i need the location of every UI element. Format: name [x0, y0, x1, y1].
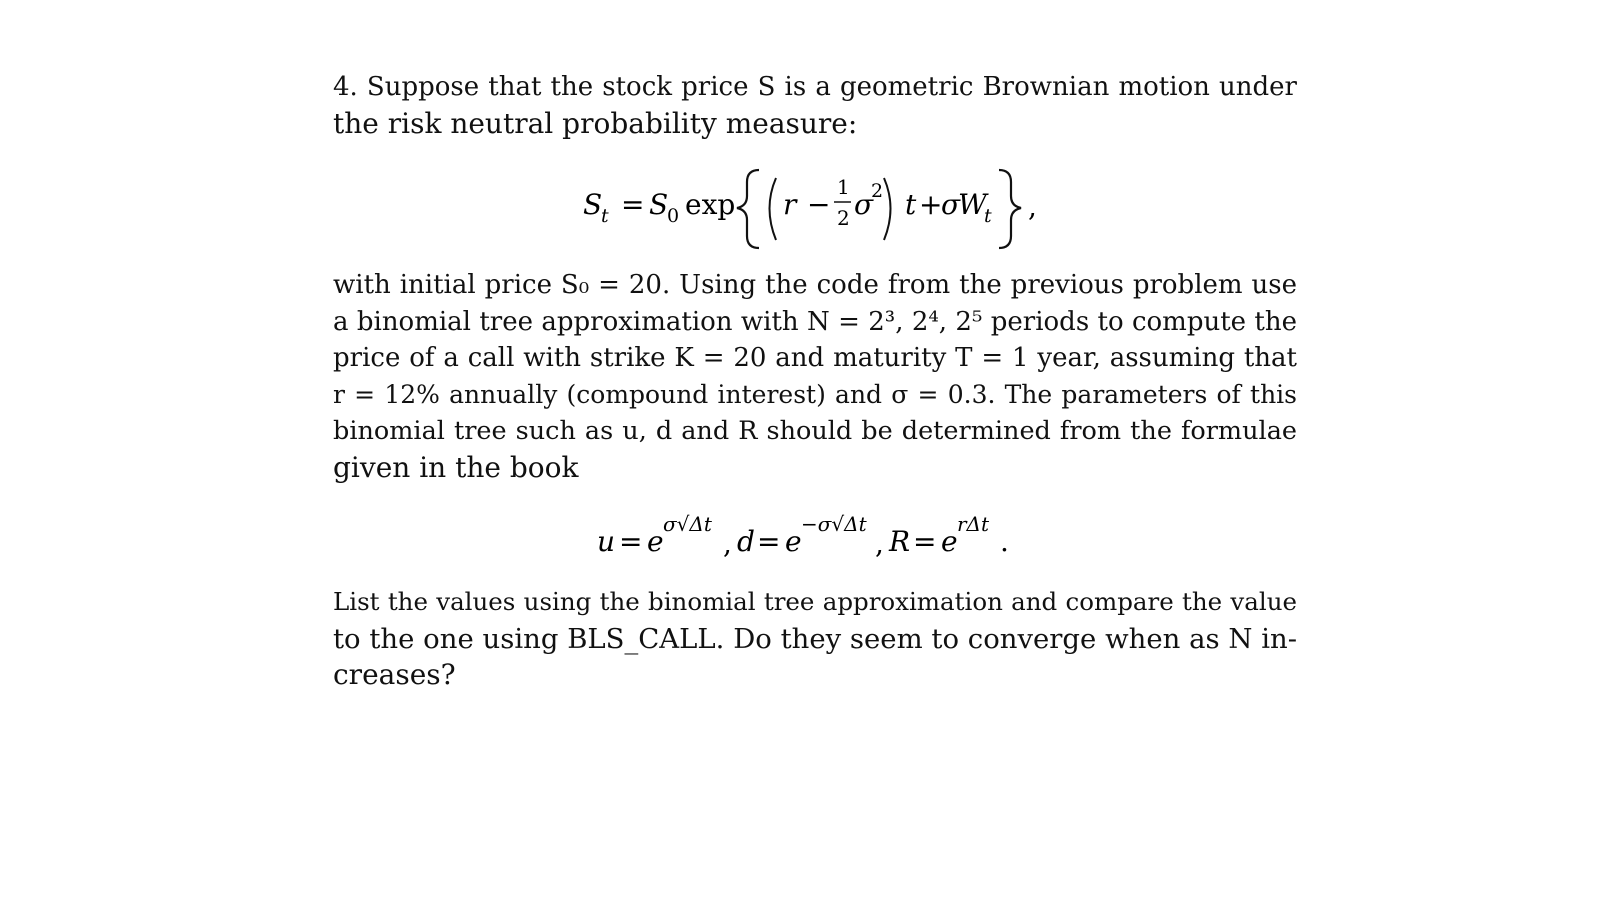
main-line-1: with initial price S₀ = 20. Using the code from the previous problem use — [333, 270, 1297, 300]
eq2-d: d — [737, 525, 755, 558]
eq2-period: . — [1000, 525, 1009, 558]
intro-line-1: 4. Suppose that the stock price S is a geometric Brownian motion under — [333, 72, 1297, 102]
eq1-s0-sub: 0 — [667, 205, 680, 227]
eq1-comma: , — [1028, 190, 1037, 223]
final-line-1: List the values using the binomial tree approximation and compare the value — [333, 587, 1297, 616]
eq2-R: R — [889, 525, 911, 558]
udr-equation — [595, 505, 1035, 565]
eq1-exp: exp — [685, 188, 736, 221]
left-curly-brace-icon — [737, 170, 759, 248]
eq2-equals-1: = — [619, 525, 643, 558]
eq1-w: W — [958, 188, 987, 221]
eq1-lhs: S — [583, 188, 603, 221]
main-line-2: a binomial tree approximation with N = 2³, 2⁴, 2⁵ periods to compute the — [333, 306, 1297, 337]
eq2-u: u — [597, 525, 616, 558]
eq2-R-exponent: rΔt — [957, 512, 990, 536]
eq2-d-exponent: −σ√Δt — [801, 512, 867, 536]
eq1-sigma2: σ — [941, 188, 961, 221]
gbm-equation — [575, 150, 1045, 255]
eq2-equals-3: = — [913, 525, 937, 558]
eq2-e-1: e — [647, 525, 664, 558]
eq1-frac-den: 2 — [837, 206, 850, 230]
eq2-e-2: e — [785, 525, 802, 558]
eq1-frac-num: 1 — [837, 175, 850, 199]
eq1-lhs-sub: t — [601, 205, 609, 227]
main-line-6: given in the book — [333, 450, 579, 484]
eq1-minus: − — [807, 188, 831, 221]
intro-line-2: the risk neutral probability measure: — [333, 106, 858, 140]
eq1-sigma: σ — [854, 188, 874, 221]
eq2-e-3: e — [941, 525, 958, 558]
eq1-r: r — [783, 188, 797, 221]
right-curly-brace-icon — [999, 170, 1021, 248]
eq1-equals: = — [621, 188, 645, 221]
left-paren-icon — [770, 178, 777, 240]
final-paragraph — [333, 584, 1297, 694]
eq2-u-exponent: σ√Δt — [663, 512, 712, 536]
eq1-s0: S — [649, 188, 669, 221]
eq2-equals-2: = — [757, 525, 781, 558]
eq2-sep-1: , — [723, 527, 732, 560]
main-paragraph — [333, 267, 1297, 486]
eq1-plus: + — [919, 188, 943, 221]
main-line-3: price of a call with strike K = 20 and maturity T = 1 year, assuming that — [333, 343, 1297, 373]
final-line-3: creases? — [333, 658, 456, 691]
eq1-t: t — [905, 188, 917, 221]
main-line-5: binomial tree such as u, d and R should be determined from the formulae — [333, 416, 1297, 446]
final-line-2: to the one using BLS_CALL. Do they seem to converge when as N in- — [333, 622, 1297, 655]
intro-paragraph — [333, 69, 1297, 142]
main-line-4: r = 12% annually (compound interest) and σ = 0.3. The parameters of this — [333, 379, 1297, 409]
right-paren-icon — [884, 178, 891, 240]
eq1-sigma-sup: 2 — [871, 180, 884, 202]
eq2-sep-2: , — [875, 527, 884, 560]
eq1-w-sub: t — [984, 205, 992, 227]
